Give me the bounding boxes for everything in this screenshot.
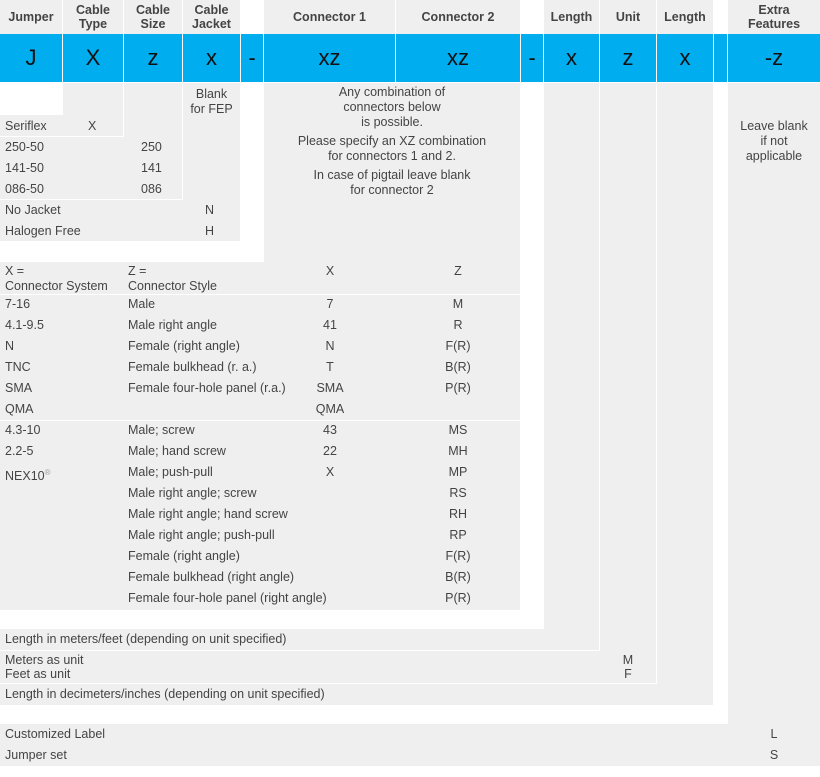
connector-note-combination: Any combination of connectors below is possible. (338, 85, 446, 129)
connector-style: Male right angle; screw (128, 486, 257, 500)
connector-z-code: B(R) (445, 360, 471, 374)
connector-style: Female bulkhead (right angle) (128, 570, 295, 584)
code-unit: z (600, 34, 656, 82)
code-extra-features: -z (728, 34, 820, 82)
connector-style: Male right angle (128, 318, 217, 332)
connector-note-specify: Please specify an XZ combination for connectors 1 and 2. (297, 134, 487, 163)
connector-x-code: N (325, 339, 335, 353)
jacket-code: H (205, 224, 215, 238)
connector-note-pigtail: In case of pigtail leave blank for connector 2 (313, 168, 471, 197)
cable-type-name: Seriflex (5, 119, 47, 133)
col-header-extra-features: Extra Features (728, 0, 820, 34)
cable-jacket-note: Blank for FEP (190, 87, 233, 116)
connector-x-code: 43 (323, 423, 337, 437)
code-separator-dash-1: - (241, 34, 263, 82)
unit-name: Meters as unit (5, 653, 84, 667)
col-header-connector-2: Connector 2 (396, 0, 520, 34)
divider (0, 294, 520, 295)
connector-style: Male; screw (128, 423, 195, 437)
cable-size-code: 141 (141, 161, 162, 175)
col-header-unit: Unit (600, 0, 656, 34)
unit-rows (0, 651, 656, 683)
connector-style-header: Z = Connector Style (128, 264, 217, 293)
connector-system-header: X = Connector System (5, 264, 108, 293)
col-header-length-1: Length (544, 0, 599, 34)
connector-z-code: R (453, 318, 463, 332)
connector-style: Male; push-pull (128, 465, 213, 479)
col-header-connector-1: Connector 1 (264, 0, 395, 34)
col-header-cable-jacket: Cable Jacket (183, 0, 240, 34)
connector-style: Female (right angle) (128, 549, 240, 563)
connector-system: N (5, 339, 15, 353)
connector-z-header: Z (454, 264, 462, 278)
connector-system: 7-16 (5, 297, 31, 311)
extra-name: Customized Label (5, 727, 106, 741)
code-connector-2: xz (396, 34, 520, 82)
cable-size-name: 141-50 (5, 161, 44, 175)
col-header-cable-type: Cable Type (63, 0, 123, 34)
connector-style: Male (128, 297, 156, 311)
connector-z-code: M (452, 297, 464, 311)
code-length-2: x (657, 34, 713, 82)
length-2-description: Length in decimeters/inches (depending on unit specified) (5, 687, 325, 701)
connector-x-code: SMA (316, 381, 344, 395)
extra-name: Jumper set (5, 748, 67, 762)
connector-z-code: P(R) (445, 591, 471, 605)
col-header-jumper: Jumper (0, 0, 62, 34)
connector-z-code: RP (449, 528, 467, 542)
extra-features-column (728, 83, 820, 766)
extra-code: S (769, 748, 779, 762)
connector-x-code: QMA (315, 402, 345, 416)
unit-name: Feet as unit (5, 667, 71, 681)
code-separator-dash-2: - (521, 34, 543, 82)
connector-x-header: X (325, 264, 335, 278)
connector-system: SMA (5, 381, 33, 395)
code-connector-1: xz (264, 34, 395, 82)
connector-z-code: RS (449, 486, 467, 500)
connector-system: 2.2-5 (5, 444, 34, 458)
connector-style: Female four-hole panel (right angle) (128, 591, 327, 605)
extra-code: L (770, 727, 778, 741)
code-length-1: x (544, 34, 599, 82)
connector-system: 4.3-10 (5, 423, 41, 437)
connector-style: Male right angle; push-pull (128, 528, 275, 542)
cable-size-code: 086 (141, 182, 162, 196)
connector-style: Female four-hole panel (r.a.) (128, 381, 286, 395)
code-spacer (714, 34, 727, 82)
cable-type-code: X (88, 119, 97, 133)
connector-z-code: F(R) (445, 549, 471, 563)
connector-system: 4.1-9.5 (5, 318, 44, 332)
connector-style: Male; hand screw (128, 444, 226, 458)
connector-z-code: MP (448, 465, 468, 479)
connector-x-code: X (325, 465, 335, 479)
divider (0, 420, 520, 421)
col-header-cable-size: Cable Size (124, 0, 182, 34)
extra-features-rows (0, 724, 820, 766)
connector-style: Female (right angle) (128, 339, 240, 353)
code-jumper: J (0, 34, 62, 82)
connector-system: QMA (5, 402, 34, 416)
connector-z-code: MH (448, 444, 468, 458)
length-1-column (544, 83, 599, 650)
connector-system: TNC (5, 360, 31, 374)
code-cable-size: z (124, 34, 182, 82)
col-header-length-2: Length (657, 0, 713, 34)
code-cable-jacket: x (183, 34, 240, 82)
unit-code: F (624, 667, 632, 681)
connector-z-code: B(R) (445, 570, 471, 584)
connector-z-code: MS (448, 423, 468, 437)
code-cable-type: X (63, 34, 123, 82)
extra-features-note: Leave blank if not applicable (740, 119, 808, 163)
connector-system: NEX10® (5, 468, 51, 484)
connector-style: Male right angle; hand screw (128, 507, 288, 521)
connector-z-code: F(R) (445, 339, 471, 353)
cable-size-name: 086-50 (5, 182, 44, 196)
connector-x-code: 7 (326, 297, 334, 311)
connector-z-code: RH (448, 507, 468, 521)
jacket-code: N (205, 203, 215, 217)
connector-x-code: 41 (323, 318, 337, 332)
cable-size-name: 250-50 (5, 140, 44, 154)
length-2-column (657, 83, 713, 705)
unit-code: M (622, 653, 634, 667)
connector-x-code: T (326, 360, 334, 374)
connector-z-code: P(R) (445, 381, 471, 395)
length-1-description: Length in meters/feet (depending on unit specified) (5, 632, 287, 646)
jacket-name: Halogen Free (5, 224, 81, 238)
cable-size-code: 250 (141, 140, 162, 154)
jacket-name: No Jacket (5, 203, 61, 217)
connector-x-code: 22 (323, 444, 337, 458)
connector-style: Female bulkhead (r. a.) (128, 360, 257, 374)
unit-column (600, 83, 656, 683)
